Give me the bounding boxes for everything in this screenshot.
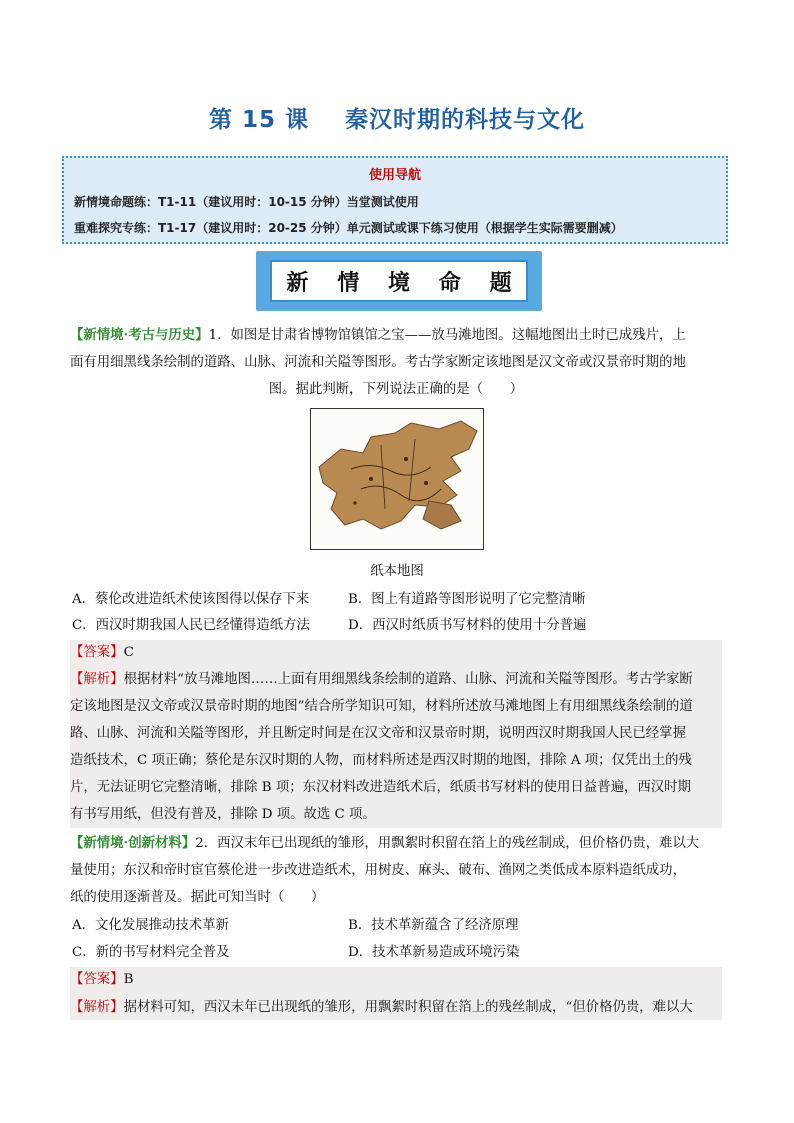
analysis-line: 造纸技术，C 项正确；蔡伦是东汉时期的人物，而材料所述是西汉时期的地图，排除 A 项；仅凭出土的残 [70, 753, 692, 768]
question-1-analysis [70, 666, 722, 828]
nav-line-key-difficult: 重难探究专练：T1-17（建议用时：20-25 分钟）单元测试或课下练习使用（根据学生实际需要删减） [74, 221, 623, 235]
analysis-label: 【解析】 [70, 672, 124, 687]
page-title [0, 101, 794, 134]
analysis-label: 【解析】 [70, 1000, 124, 1015]
question-2-option-a[interactable]: A．文化发展推动技术革新 [72, 918, 229, 933]
question-2-tag: 【新情境·创新材料】 [70, 835, 196, 851]
banner-char: 题 [489, 270, 512, 296]
nav-heading: 使用导航 [368, 168, 421, 183]
question-2-line: 纸的使用逐渐普及。据此可知当时（ ） [70, 890, 325, 905]
question-1-option-c[interactable]: C．西汉时期我国人民已经懂得造纸方法 [72, 618, 310, 633]
analysis-line: 据材料可知，西汉末年已出现纸的雏形，用飘絮时积留在箔上的残丝制成，“但价格仍贵，难以大 [123, 1000, 693, 1015]
lesson-number: 第 15 课 [208, 107, 310, 133]
answer-value: C [123, 645, 134, 660]
question-2-option-c[interactable]: C．新的书写材料完全普及 [72, 945, 230, 960]
question-1-tag: 【新情境·考古与历史】 [70, 327, 209, 343]
banner-char: 境 [387, 270, 410, 296]
question-1-option-d[interactable]: D．西汉时纸质书写材料的使用十分普遍 [348, 618, 587, 633]
question-2-option-d[interactable]: D．技术革新易造成环境污染 [348, 945, 520, 960]
question-1-stem [70, 322, 722, 403]
question-1-line: 1．如图是甘肃省博物馆镇馆之宝——放马滩地图。这幅地图出土时已成残片，上 [208, 328, 686, 343]
question-2-answer-row [70, 967, 722, 993]
analysis-line: 根据材料“放马滩地图……上面有用细黑线条绘制的道路、山脉、河流和关隘等图形。考古学家断 [123, 672, 693, 687]
banner-char: 命 [438, 270, 461, 296]
map-fragment-graphic [311, 409, 483, 549]
map-fragment-image [310, 408, 484, 550]
answer-label: 【答案】 [70, 972, 124, 987]
analysis-line: 定该地图是汉文帝或汉景帝时期的地图”结合所学知识可知，材料所述放马滩地图上有用细黑线条绘制的道 [70, 699, 693, 714]
analysis-line: 片，无法证明它完整清晰，排除 B 项；东汉材料改进造纸术后，纸质书写材料的使用日益普遍，西汉时期 [70, 780, 691, 795]
nav-line-new-context: 新情境命题练：T1-11（建议用时：10-15 分钟）当堂测试使用 [74, 195, 419, 209]
usage-navigation-box [62, 156, 728, 244]
question-1-line: 面有用细黑线条绘制的道路、山脉、河流和关隘等图形。考古学家断定该地图是汉文帝或汉景帝时期的地 [70, 355, 686, 370]
answer-label: 【答案】 [70, 645, 124, 660]
question-1-answer [70, 641, 134, 660]
section-banner-text [270, 260, 528, 302]
banner-char: 新 [286, 270, 309, 296]
question-2-analysis [70, 994, 722, 1021]
question-2-line: 量使用；东汉和帝时宦官蔡伦进一步改进造纸术，用树皮、麻头、破布、渔网之类低成本原料造纸成功， [70, 863, 686, 878]
question-1-line: 图。据此判断，下列说法正确的是（ ） [268, 382, 524, 397]
question-2-answer [70, 968, 133, 987]
question-1-answer-row [70, 640, 722, 666]
banner-char: 情 [337, 270, 360, 296]
answer-value: B [123, 972, 134, 987]
question-1-option-b[interactable]: B．图上有道路等图形说明了它完整清晰 [348, 592, 586, 607]
section-banner [256, 251, 542, 311]
question-2-stem [70, 830, 722, 911]
question-2-line: 2．西汉末年已出现纸的雏形，用飘絮时积留在箔上的残丝制成，但价格仍贵，难以大 [195, 836, 700, 851]
analysis-line: 路、山脉、河流和关隘等图形，并且断定时间是在汉文帝和汉景帝时期，说明西汉时期我国人民已经掌握 [70, 726, 686, 741]
question-2-option-b[interactable]: B．技术革新蕴含了经济原理 [348, 918, 519, 933]
lesson-name: 秦汉时期的科技与文化 [345, 107, 586, 133]
question-1-option-a[interactable]: A．蔡伦改进造纸术使该图得以保存下来 [72, 592, 310, 607]
figure-caption: 纸本地图 [370, 564, 424, 579]
analysis-line: 有书写用纸，但没有普及，排除 D 项。故选 C 项。 [70, 807, 376, 822]
